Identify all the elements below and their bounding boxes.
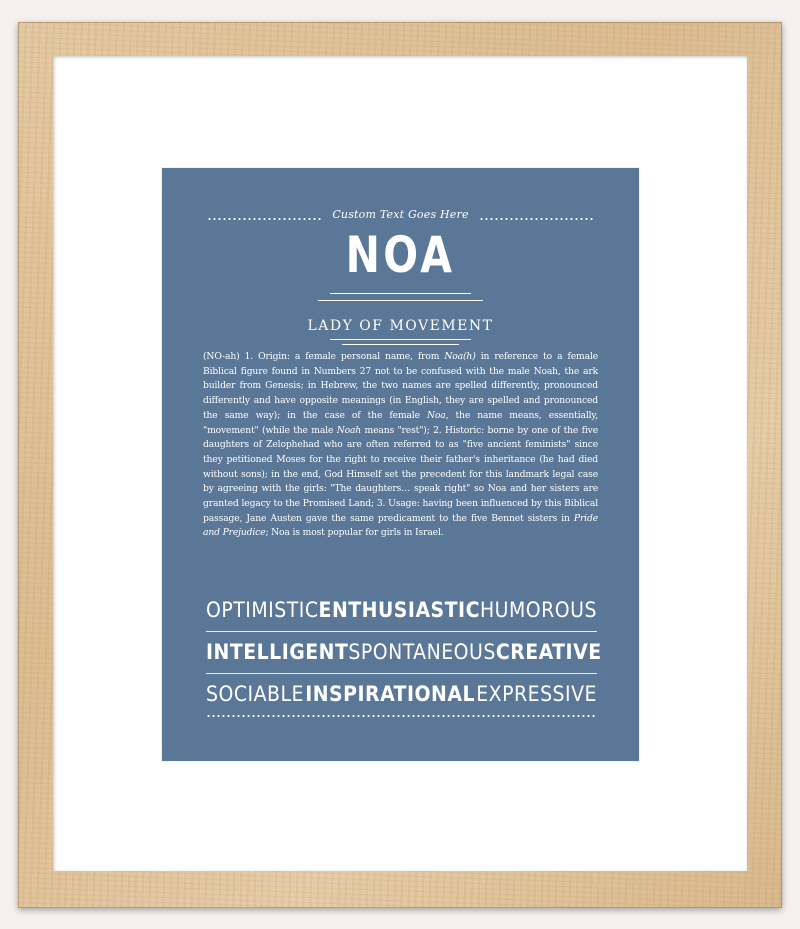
definition-part: ; Noa is most popular for girls in Israel. — [265, 527, 444, 539]
traits-block — [206, 595, 602, 775]
definition-part: in reference to a female Biblical figure found in Numbers 27 not to be confused with the male Noah, the ark builder from Genesis; in Hebrew, the two names are spelled differently, pronounced differently and have opposite meanings (in English, they are spelled and pronounced the same way); in the case of the female — [203, 351, 599, 421]
traits-row-1 — [206, 595, 597, 625]
definition-italic: Noa — [427, 409, 446, 421]
trait-word: ENTHUSIASTIC — [318, 598, 480, 622]
trait-word: INSPIRATIONAL — [305, 682, 475, 706]
definition-part: , the name means, essentially, "movement" (while the male — [203, 409, 598, 436]
custom-text: Custom Text Goes Here — [332, 208, 469, 221]
trait-word: SOCIABLE — [206, 682, 304, 706]
trait-word: HUMOROUS — [479, 598, 597, 622]
trait-word: EXPRESSIVE — [476, 682, 597, 706]
name-underline-2 — [318, 300, 483, 301]
traits-row-2 — [206, 637, 602, 667]
trait-word: SPONTANEOUS — [348, 640, 496, 664]
meaning-underline-2 — [342, 344, 459, 345]
name-underline-1 — [330, 293, 471, 294]
definition-part: means "rest"); 2. Historic: borne by one of the five daughters of Zelophehad who are often referred to as "five ancient feminists" since they petitioned Moses for the right to receive their father's inheritance (he had died without sons); in the end, God Himself set the precedent for this landmark legal case by agreeing with the girls: "The daughters… speak right" so Noa and her sisters are granted legacy to the Promised Land; 3. Usage: having been influenced by this Biblical passage, Jane Austen gave the same predicament to the five Bennet sisters in — [203, 424, 598, 524]
traits-row-3 — [206, 679, 597, 709]
traits-divider-2 — [206, 673, 597, 674]
traits-divider-1 — [206, 631, 597, 632]
trait-word: CREATIVE — [495, 640, 602, 664]
trait-word: INTELLIGENT — [206, 640, 349, 664]
definition-italic: Noah — [336, 424, 362, 436]
custom-text-line — [207, 208, 594, 228]
name-definition — [203, 350, 598, 541]
name-print — [162, 168, 639, 761]
print-name: NOA — [345, 226, 456, 284]
picture-frame — [18, 22, 782, 908]
mat-board — [53, 56, 747, 871]
trait-word: OPTIMISTIC — [206, 598, 319, 622]
meaning-underline-1 — [330, 339, 471, 340]
name-meaning: LADY OF MOVEMENT — [307, 318, 494, 334]
definition-part: (NO-ah) 1. Origin: a female personal name, from — [203, 351, 445, 362]
definition-italic: Pride and Prejudice — [203, 512, 598, 539]
definition-italic: Noa(h) — [444, 351, 476, 362]
dotted-rule-right — [479, 218, 594, 220]
traits-dotted-rule — [206, 715, 597, 717]
